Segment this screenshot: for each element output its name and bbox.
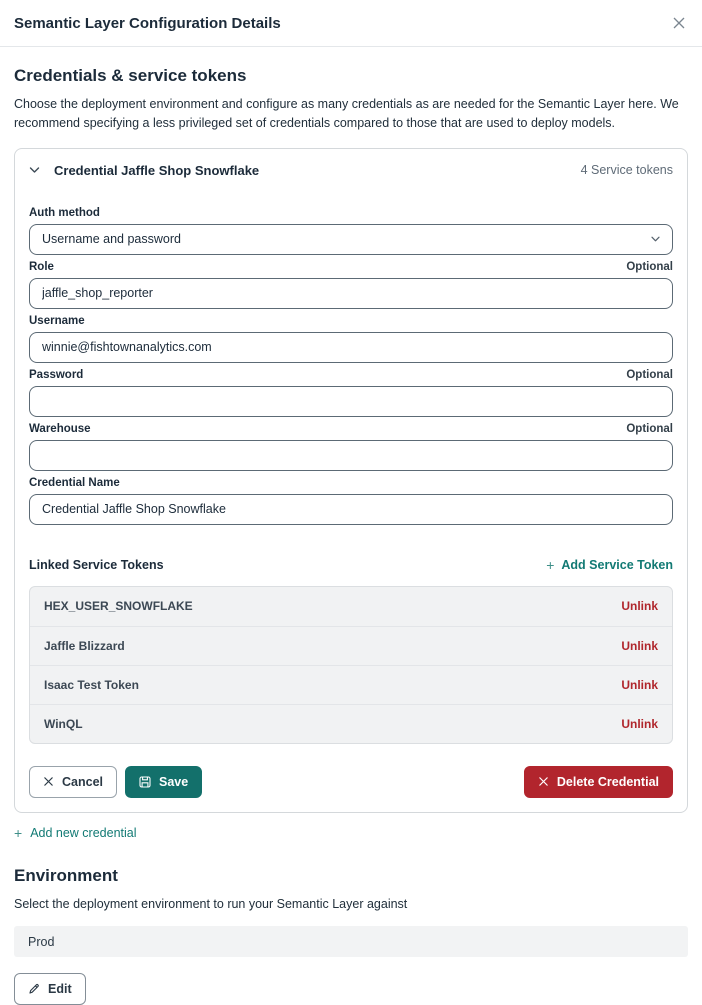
- close-icon: [43, 776, 54, 787]
- credential-name-field: [29, 477, 673, 525]
- plus-icon: +: [546, 556, 555, 573]
- token-name: HEX_USER_SNOWFLAKE: [44, 599, 193, 614]
- password-input[interactable]: [29, 386, 673, 417]
- token-row: [30, 665, 672, 704]
- chevron-down-icon[interactable]: [29, 166, 40, 174]
- role-input[interactable]: [29, 278, 673, 309]
- linked-tokens-title: Linked Service Tokens: [29, 557, 164, 572]
- credential-actions: [29, 766, 673, 798]
- unlink-button[interactable]: Unlink: [621, 716, 658, 731]
- add-new-credential-label: Add new credential: [30, 825, 137, 840]
- username-input[interactable]: [29, 332, 673, 363]
- unlink-button[interactable]: Unlink: [621, 599, 658, 614]
- warehouse-input[interactable]: [29, 440, 673, 471]
- auth-method-field: [29, 207, 673, 255]
- warehouse-field: [29, 423, 673, 471]
- modal-header: [0, 0, 702, 47]
- auth-method-selected-value: Username and password: [42, 232, 181, 247]
- role-field: [29, 261, 673, 309]
- add-new-credential-button[interactable]: [14, 826, 688, 840]
- unlink-button[interactable]: Unlink: [621, 677, 658, 692]
- delete-credential-button[interactable]: [524, 766, 673, 798]
- close-icon: [538, 776, 549, 787]
- chevron-down-icon: [651, 236, 660, 242]
- token-row: [30, 587, 672, 626]
- warehouse-optional-badge: Optional: [626, 422, 673, 435]
- save-button[interactable]: [125, 766, 202, 798]
- credentials-section-heading: Credentials & service tokens: [14, 66, 247, 85]
- password-label: Password: [29, 368, 84, 381]
- role-optional-badge: Optional: [626, 260, 673, 273]
- auth-method-select[interactable]: [29, 224, 673, 255]
- auth-method-label: Auth method: [29, 206, 100, 219]
- password-field: [29, 369, 673, 417]
- credential-card-title: Credential Jaffle Shop Snowflake: [54, 162, 260, 178]
- unlink-button[interactable]: Unlink: [621, 638, 658, 653]
- credential-card: [14, 148, 688, 813]
- environment-value-row: [14, 926, 688, 957]
- modal-title: Semantic Layer Configuration Details: [14, 14, 281, 32]
- add-service-token-button[interactable]: [546, 558, 673, 572]
- service-tokens-count: 4 Service tokens: [580, 163, 673, 178]
- environment-value: Prod: [28, 934, 55, 949]
- token-name: WinQL: [44, 716, 83, 731]
- delete-credential-label: Delete Credential: [556, 774, 659, 789]
- role-label: Role: [29, 260, 54, 273]
- close-icon[interactable]: [672, 16, 686, 30]
- token-name: Isaac Test Token: [44, 677, 139, 692]
- credential-name-input[interactable]: [29, 494, 673, 525]
- add-service-token-label: Add Service Token: [561, 557, 673, 572]
- edit-button-label: Edit: [48, 982, 72, 997]
- service-token-list: [29, 586, 673, 744]
- warehouse-label: Warehouse: [29, 422, 91, 435]
- pencil-icon: [28, 983, 40, 995]
- password-optional-badge: Optional: [626, 368, 673, 381]
- linked-tokens-header: [29, 558, 673, 572]
- token-row: [30, 704, 672, 743]
- credential-form: [29, 207, 673, 525]
- username-field: [29, 315, 673, 363]
- credentials-section-description: Choose the deployment environment and configure as many credentials as are needed for the Semantic Layer here. We recommend specifying a less privileged set of credentials compared to those that are used to deploy models.: [14, 97, 679, 131]
- edit-environment-button[interactable]: [14, 973, 86, 1005]
- token-row: [30, 626, 672, 665]
- username-label: Username: [29, 314, 85, 327]
- environment-section-heading: Environment: [14, 865, 118, 885]
- cancel-button-label: Cancel: [62, 774, 103, 789]
- plus-icon: +: [14, 824, 23, 841]
- environment-description: Select the deployment environment to run your Semantic Layer against: [14, 896, 408, 911]
- save-button-label: Save: [159, 774, 189, 789]
- save-icon: [139, 776, 151, 788]
- cancel-button[interactable]: [29, 766, 117, 798]
- credential-name-label: Credential Name: [29, 476, 120, 489]
- token-name: Jaffle Blizzard: [44, 638, 125, 653]
- credential-card-header: [29, 163, 673, 178]
